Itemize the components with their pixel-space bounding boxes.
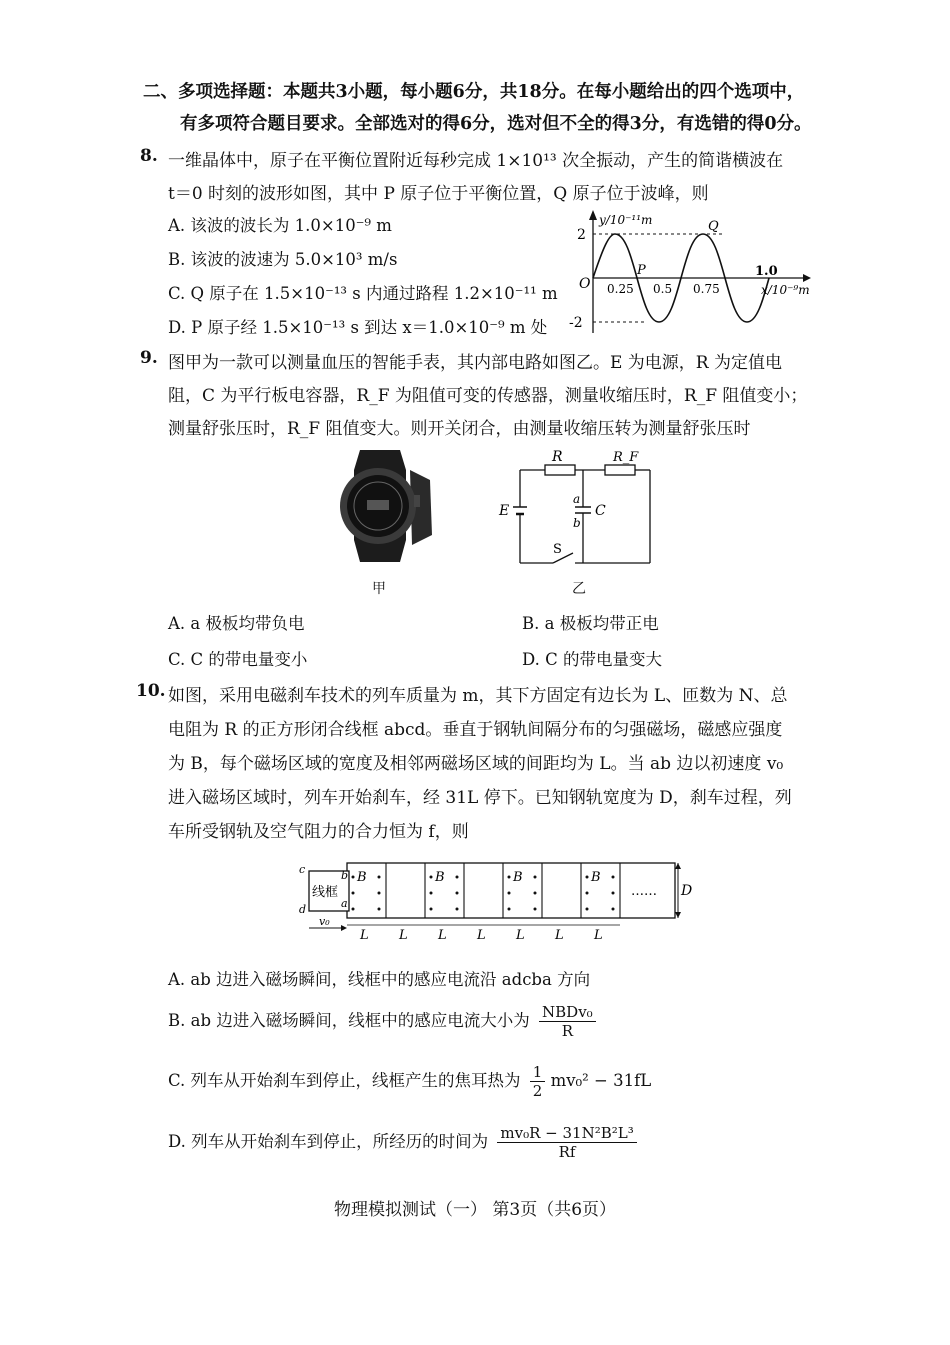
q10-option-d [168,1124,637,1161]
origin-label: O [579,276,591,292]
q10-stem-line4: 进入磁场区域时，列车开始刹车，经 31L 停下。已知钢轨宽度为 D，刹车过程，列 [168,788,792,808]
corner-d: d [299,903,307,916]
svg-text:B: B [357,870,367,885]
x-axis-arrow [803,274,811,282]
x-tick-075: 0.75 [693,282,720,296]
q10-option-b [168,1003,596,1040]
field-zone-4 [586,863,621,918]
q10-option-c [168,1063,651,1100]
seg-label-3: L [438,928,447,943]
seg-label-1: L [360,928,369,943]
q10-stem-line5: 车所受钢轨及空气阻力的合力恒为 f，则 [168,822,469,842]
label-rf: R_F [613,450,639,465]
field-zone-1 [352,863,387,918]
y-axis-label: y/10⁻¹¹m [599,213,653,227]
svg-text:B: B [513,870,523,885]
field-zone-3 [508,863,543,918]
q8-number: 8. [140,146,158,166]
q9-option-b: B. a 极板均带正电 [522,614,659,633]
x-tick-05: 0.5 [653,282,673,296]
resistor-r [545,465,575,475]
q10-option-c-text: C. 列车从开始刹车到停止，线框产生的焦耳热为 [168,1071,521,1090]
q10-option-d-text: D. 列车从开始刹车到停止，所经历的时间为 [168,1132,489,1151]
q8-stem-line1: 一维晶体中，原子在平衡位置附近每秒完成 1×10¹³ 次全振动，产生的简谐横波在 [168,151,784,171]
q10-number: 10. [136,681,166,701]
label-a: a [573,492,581,506]
corner-b: b [341,869,349,882]
q10-option-b-fraction [539,1003,596,1040]
q8-option-c: C. Q 原子在 1.5×10⁻¹³ s 内通过路程 1.2×10⁻¹¹ m [168,284,558,303]
q10-option-c-fraction [530,1063,546,1100]
q10-track-diagram [295,855,700,945]
watch-display [367,500,389,510]
q8-stem-line2: t＝0 时刻的波形如图，其中 P 原子位于平衡位置，Q 原子位于波峰，则 [168,184,709,204]
svg-text:B: B [435,870,445,885]
seg-label-2: L [399,928,408,943]
y-axis-arrow [589,210,597,220]
q10-stem-line3: 为 B，每个磁场区域的宽度及相邻两磁场区域的间距均为 L。当 ab 边以初速度 v₀ [168,754,784,774]
seg-label-5: L [516,928,525,943]
width-label-d: D [681,883,693,899]
q9-stem-line2: 阻，C 为平行板电容器，R_F 为阻值可变的传感器，测量收缩压时，R_F 阻值变小； [168,386,808,406]
q8-wave-graph [565,208,820,338]
q9-circuit-diagram [495,445,665,575]
q10-option-d-denominator: Rf [558,1143,576,1161]
rail-region [347,863,675,918]
resistor-rf [605,465,635,475]
q10-option-b-denominator: R [561,1022,573,1040]
q9-option-c: C. C 的带电量变小 [168,650,308,669]
q10-option-a: A. ab 边进入磁场瞬间，线框中的感应电流沿 adcba 方向 [168,970,591,989]
section-header-line1: 二、多项选择题：本题共3小题，每小题6分，共18分。在每小题给出的四个选项中， [143,82,805,102]
q9-stem-line1: 图甲为一款可以测量血压的智能手表，其内部电路如图乙。E 为电源，R 为定值电 [168,353,783,373]
q10-stem-line1: 如图，采用电磁刹车技术的列车质量为 m，其下方固定有边长为 L、匝数为 N、总 [168,686,788,706]
seg-label-4: L [477,928,486,943]
q10-option-c-numerator: 1 [530,1063,546,1082]
q9-option-a: A. a 极板均带负电 [168,614,305,633]
label-e: E [499,503,510,519]
x-tick-025: 0.25 [607,282,634,296]
section-header-line2: 有多项符合题目要求。全部选对的得6分，选对但不全的得3分，有选错的得0分。 [180,114,812,134]
y-tick-2: 2 [577,227,586,243]
fig-jia-caption: 甲 [372,581,386,597]
q9-stem-line3: 测量舒张压时，R_F 阻值变大。则开关闭合，由测量收缩压转为测量舒张压时 [168,419,751,439]
q10-option-b-text: B. ab 边进入磁场瞬间，线框中的感应电流大小为 [168,1011,530,1030]
field-zone-2 [430,863,465,918]
v0-label: v₀ [319,915,330,928]
q8-option-d: D. P 原子经 1.5×10⁻¹³ s 到达 x＝1.0×10⁻⁹ m 处 [168,318,548,337]
label-b: b [573,516,581,530]
smart-watch-image [320,440,440,570]
point-p-label: P [637,263,646,278]
q10-option-d-fraction [497,1124,636,1161]
coil-label: 线框 [312,885,339,900]
v0-arrow-head [341,925,347,931]
watch-crown [414,495,420,507]
corner-a: a [341,897,348,910]
q9-option-d: D. C 的带电量变大 [522,650,663,669]
page-footer: 物理模拟测试（一） 第3页（共6页） [333,1200,617,1220]
q10-option-c-tail: mv₀² − 31fL [550,1071,652,1090]
q10-option-c-denominator: 2 [532,1082,543,1100]
label-r: R [552,449,563,465]
x-axis-label: x/10⁻⁹m [761,283,810,297]
q10-option-b-numerator: NBDv₀ [539,1003,596,1022]
q10-option-d-numerator: mv₀R − 31N²B²L³ [497,1124,636,1143]
continuation-dots: …… [631,884,657,899]
seg-label-6: L [555,928,564,943]
label-c: C [595,503,606,519]
point-q-label: Q [708,219,719,234]
svg-text:B: B [591,870,601,885]
q8-option-a: A. 该波的波长为 1.0×10⁻⁹ m [168,216,392,235]
q8-option-b: B. 该波的波速为 5.0×10³ m/s [168,250,398,269]
q10-stem-line2: 电阻为 R 的正方形闭合线框 abcd。垂直于钢轨间隔分布的匀强磁场，磁感应强度 [168,720,783,740]
q9-number: 9. [140,348,158,368]
x-tick-10: 1.0 [755,264,778,279]
seg-label-7: L [594,928,603,943]
y-tick-neg2: -2 [569,315,583,331]
label-s: S [553,542,562,557]
fig-yi-caption: 乙 [572,581,586,597]
corner-c: c [299,863,306,876]
